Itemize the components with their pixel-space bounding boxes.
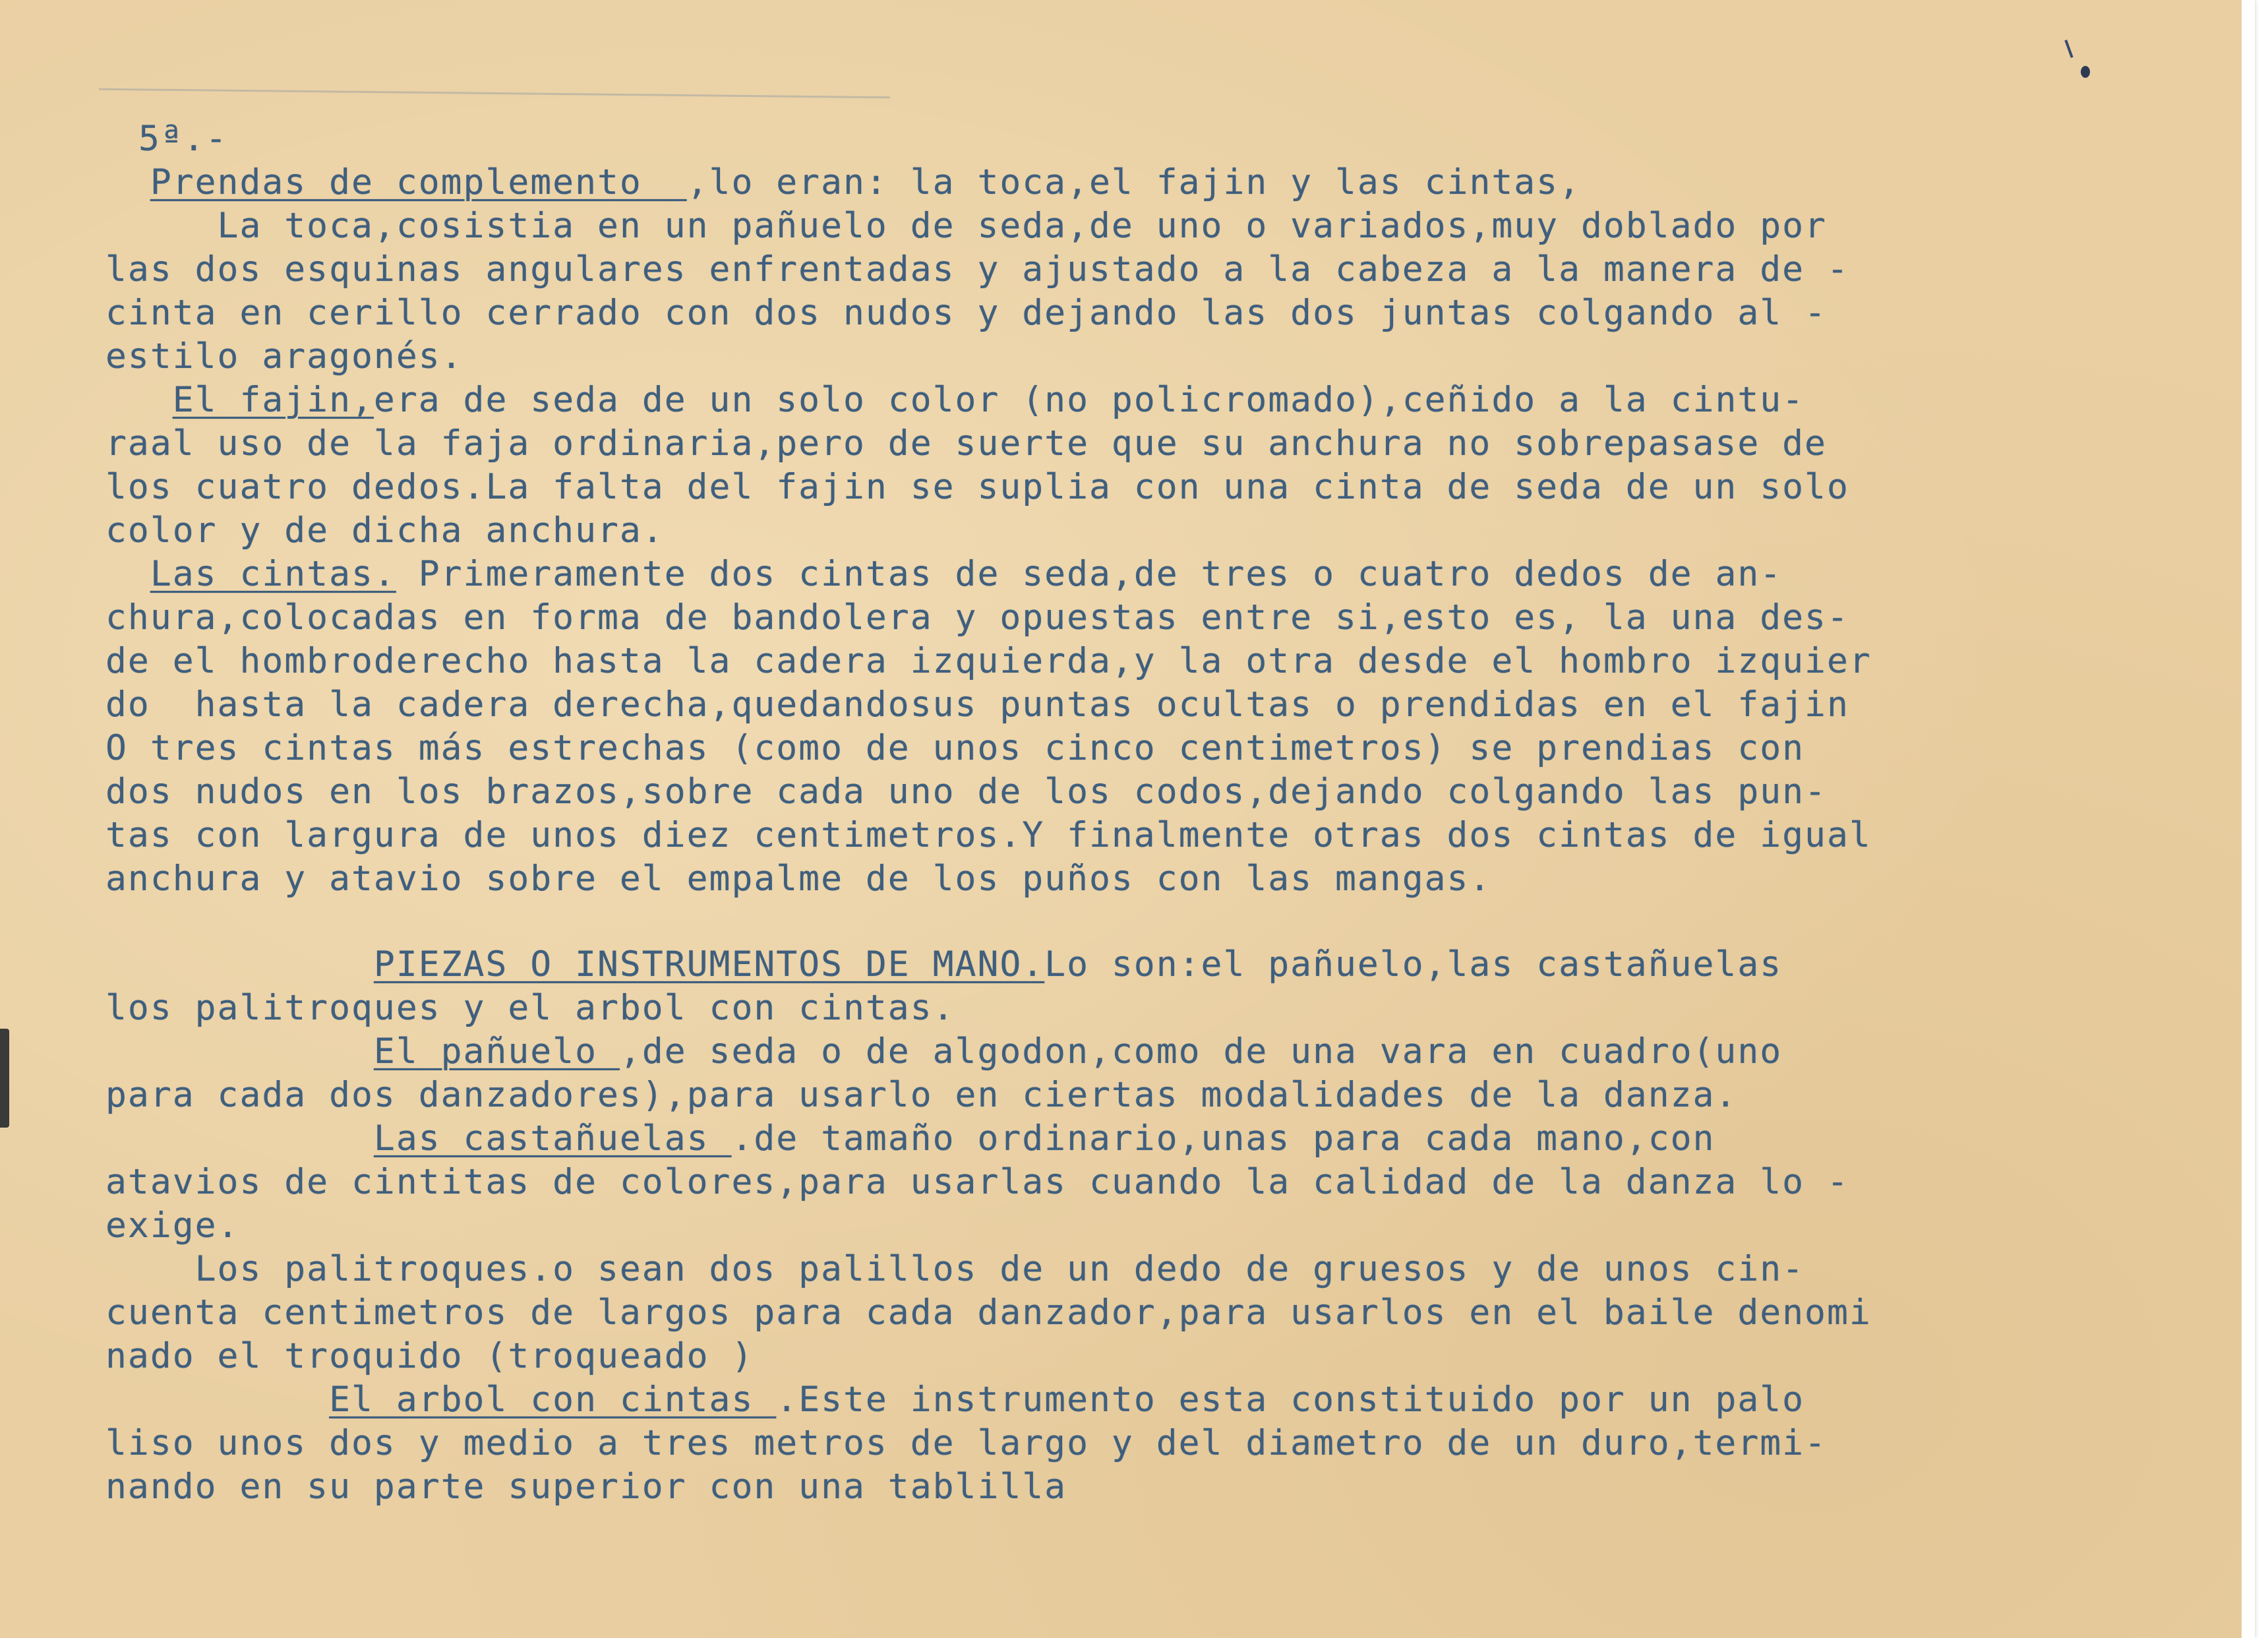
line-text: cinta en cerillo cerrado con dos nudos y dejando las dos juntas colgando al - [105,293,1827,333]
text-line [105,1074,2235,1117]
page-edge [2242,0,2255,1638]
text-line [105,683,2235,727]
document-body [105,117,2235,1509]
underlined-heading: Prendas de complemento [150,162,687,202]
underlined-heading: PIEZAS O INSTRUMENTOS DE MANO. [373,944,1045,985]
line-text: de el hombroderecho hasta la cadera izquierda,y la otra desde el hombro izquier [105,641,1872,681]
text-line [105,1204,2235,1248]
text-line [105,986,2235,1030]
text-line [105,1030,2235,1074]
indent [105,1031,374,1072]
text-line [105,1248,2235,1291]
line-text: las dos esquinas angulares enfrentadas y ajustado a la cabeza a la manera de - [105,249,1849,289]
text-line [105,1117,2235,1161]
line-text: ,lo eran: la toca,el fajin y las cintas, [686,162,1581,202]
text-line [105,422,2235,466]
line-text: liso unos dos y medio a tres metros de largo y del diametro de un duro,termi- [105,1423,1827,1463]
line-text: para cada dos danzadores),para usarlo en ciertas modalidades de la danza. [105,1075,1738,1115]
line-text: Lo son:el pañuelo,las castañuelas [1044,944,1783,985]
underlined-heading: El pañuelo [373,1031,620,1072]
underlined-heading: Las cintas. [150,554,396,594]
line-text: estilo aragonés. [105,336,463,377]
underlined-heading: Las castañuelas [373,1118,732,1159]
binding-mark [0,1029,9,1128]
line-text: nado el troquido (troqueado ) [105,1336,754,1376]
line-text: La toca,cosistia en un pañuelo de seda,de uno o variados,muy doblado por [105,206,1827,246]
line-text: chura,colocadas en forma de bandolera y opuestas entre si,esto es, la una des- [105,597,1849,638]
indent [105,944,374,985]
text-line [105,291,2235,335]
line-text: nando en su parte superior con una tablilla [105,1467,1067,1507]
text-line [105,770,2235,814]
pencil-stroke [99,88,890,99]
indent [105,554,150,594]
line-text: los cuatro dedos.La falta del fajin se suplia con una cinta de seda de un solo [105,467,1849,507]
text-line [105,814,2235,857]
text-line [105,466,2235,509]
line-text: dos nudos en los brazos,sobre cada uno de los codos,dejando colgando las pun- [105,772,1827,812]
text-line [105,161,2235,204]
text-line [105,1378,2235,1422]
indent [105,162,150,202]
line-text: era de seda de un solo color (no policromado),ceñido a la cintu- [373,380,1805,420]
line-text: anchura y atavio sobre el empalme de los puños con las mangas. [105,859,1492,899]
page-number: 5ª.- [138,119,228,159]
paragraph-gap [105,901,2235,943]
line-text: ,de seda o de algodon,como de una vara en cuadro(uno [619,1031,1783,1072]
ink-dot [2081,66,2090,78]
text-line [105,596,2235,640]
indent [105,1118,374,1159]
line-text: atavios de cintitas de colores,para usarlas cuando la calidad de la danza lo - [105,1162,1849,1202]
text-line [105,379,2235,422]
line-text: O tres cintas más estrechas (como de unos cinco centimetros) se prendias con [105,728,1805,768]
line-text: .Este instrumento esta constituido por un palo [776,1380,1805,1420]
text-line [105,248,2235,291]
text-line [105,1291,2235,1335]
underlined-heading: El arbol con cintas [329,1380,777,1420]
text-line [105,509,2235,553]
line-text: raal uso de la faja ordinaria,pero de suerte que su anchura no sobrepasase de [105,423,1827,464]
text-line [105,1161,2235,1204]
ink-mark [2064,40,2073,58]
line-text: exige. [105,1205,240,1246]
text-line [105,1422,2235,1465]
line-text: Los palitroques.o sean dos palillos de un dedo de gruesos y de unos cin- [105,1249,1805,1289]
text-line [105,943,2235,986]
text-line [105,204,2235,248]
line-text: Primeramente dos cintas de seda,de tres o cuatro dedos de an- [396,554,1783,594]
text-line [105,727,2235,770]
line-text: .de tamaño ordinario,unas para cada mano,con [731,1118,1716,1159]
text-line [105,553,2235,596]
text-line [105,335,2235,379]
text-line [105,857,2235,901]
line-text: los palitroques y el arbol con cintas. [105,988,955,1028]
indent [105,1380,329,1420]
underlined-heading: El fajin, [172,380,374,420]
indent [105,380,173,420]
line-text: color y de dicha anchura. [105,510,665,551]
line-text: do hasta la cadera derecha,quedandosus puntas ocultas o prendidas en el fajin [105,684,1849,725]
text-line [105,640,2235,683]
text-line [105,1335,2235,1378]
line-text: tas con largura de unos diez centimetros.Y finalmente otras dos cintas de igual [105,815,1872,855]
line-text: cuenta centimetros de largos para cada danzador,para usarlos en el baile denomi [105,1292,1872,1333]
text-line [105,1465,2235,1509]
